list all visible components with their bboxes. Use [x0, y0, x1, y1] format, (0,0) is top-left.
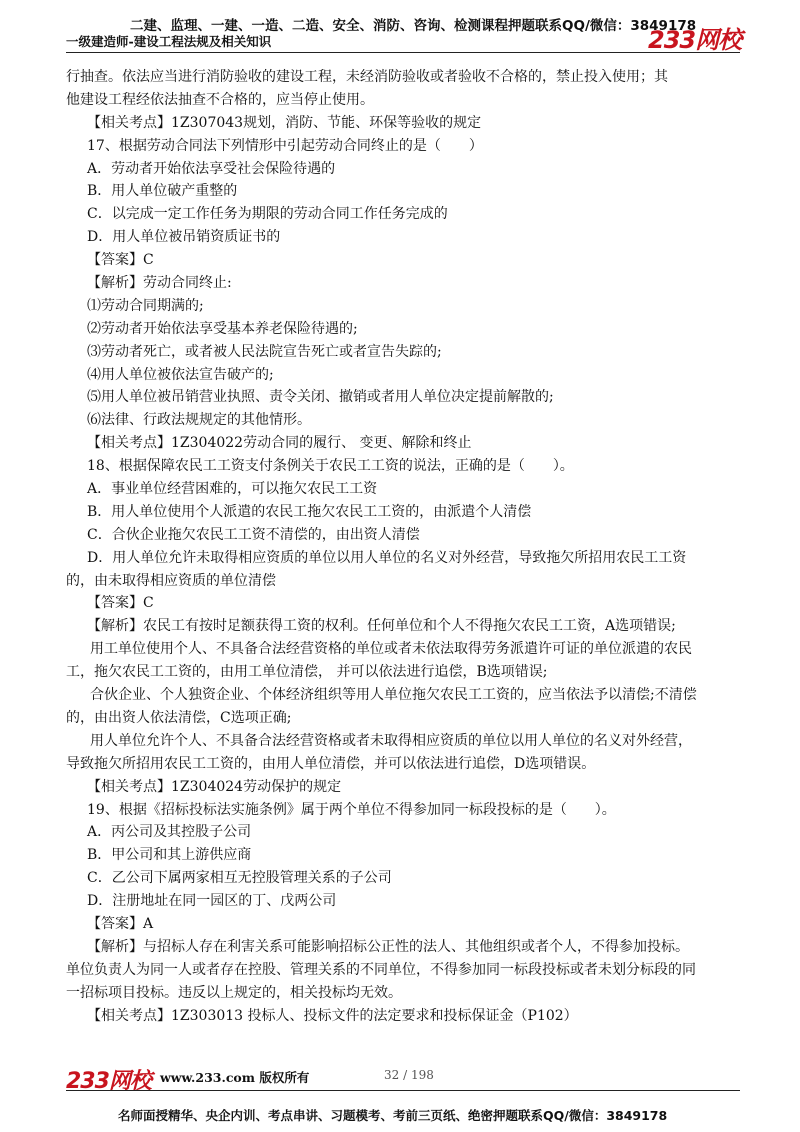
- page-footer: [0, 1050, 800, 1132]
- text-line: B．用人单位破产重整的: [87, 183, 238, 200]
- text-line: 用工单位使用个人、不具备合法经营资格的单位或者未依法取得劳务派遣许可证的单位派遣的农民: [90, 641, 692, 658]
- header-subject-title: 一级建造师-建设工程法规及相关知识: [66, 34, 272, 49]
- header-divider: [66, 52, 740, 53]
- text-line: 【相关考点】1Z304024劳动保护的规定: [87, 778, 342, 795]
- text-line: 的，由出资人依法清偿，C选项正确;: [66, 709, 292, 726]
- text-line: 合伙企业、个人独资企业、个体经济组织等用人单位拖欠农民工工资的，应当依法予以清偿;不清偿: [90, 687, 697, 704]
- text-line: 19、根据《招标投标法实施条例》属于两个单位不得参加同一标段投标的是（ ）。: [87, 801, 616, 818]
- text-line: ⑶劳动者死亡，或者被人民法院宣告死亡或者宣告失踪的;: [87, 343, 442, 360]
- text-line: ⑵劳动者开始依法享受基本养老保险待遇的;: [87, 320, 358, 337]
- text-line: C．乙公司下属两家相互无控股管理关系的子公司: [87, 870, 392, 887]
- footer-divider: [66, 1090, 740, 1091]
- text-line: 【解析】劳动合同终止:: [87, 275, 232, 292]
- text-line: 18、根据保障农民工工资支付条例关于农民工工资的说法，正确的是（ ）。: [87, 458, 574, 475]
- text-line: D．用人单位允许未取得相应资质的单位以用人单位的名义对外经营，导致拖欠所招用农民工工资: [87, 549, 687, 566]
- text-line: 的，由未取得相应资质的单位清偿: [66, 572, 276, 589]
- header-promo-text: 二建、监理、一建、一造、二造、安全、消防、咨询、检测课程押题联系QQ/微信：3849178: [130, 18, 697, 34]
- text-line: 【答案】C: [87, 595, 154, 612]
- text-line: 导致拖欠所招用农民工工资的，由用人单位清偿，并可以依法进行追偿，D选项错误。: [66, 755, 596, 772]
- text-line: 他建设工程经依法抽查不合格的，应当停止使用。: [66, 91, 374, 108]
- page-number: 32 / 198: [384, 1068, 434, 1082]
- text-line: ⑴劳动合同期满的;: [87, 297, 204, 314]
- text-line: 【解析】与招标人存在利害关系可能影响招标公正性的法人、其他组织或者个人，不得参加投标。: [87, 938, 689, 955]
- footer-copyright: www.233.com 版权所有: [160, 1070, 310, 1085]
- text-line: D．用人单位被吊销资质证书的: [87, 229, 281, 246]
- text-line: 【相关考点】1Z303013 投标人、投标文件的法定要求和投标保证金（P102）: [87, 1007, 578, 1024]
- text-line: C．合伙企业拖欠农民工工资不清偿的，由出资人清偿: [87, 526, 420, 543]
- text-line: 行抽查。依法应当进行消防验收的建设工程，未经消防验收或者验收不合格的，禁止投入使用；其: [66, 69, 668, 85]
- text-line: 用人单位允许个人、不具备合法经营资格或者未取得相应资质的单位以用人单位的名义对外经营，: [90, 732, 692, 749]
- text-line: ⑸用人单位被吊销营业执照、责令关闭、撤销或者用人单位决定提前解散的;: [87, 389, 554, 406]
- text-line: A．丙公司及其控股子公司: [87, 824, 252, 841]
- text-line: 一招标项目投标。违反以上规定的，相关投标均无效。: [66, 984, 402, 1001]
- document-body: [66, 66, 742, 1027]
- text-line: 【解析】农民工有按时足额获得工资的权利。任何单位和个人不得拖欠农民工工资，A选项错误;: [87, 618, 676, 635]
- text-line: ⑹法律、行政法规规定的其他情形。: [87, 412, 311, 429]
- text-line: 单位负责人为同一人或者存在控股、管理关系的不同单位，不得参加同一标段投标或者未划分标段的同: [66, 961, 696, 978]
- text-line: 工，拖欠农民工工资的，由用工单位清偿， 并可以依法进行追偿，B选项错误;: [66, 664, 548, 681]
- text-line: B．甲公司和其上游供应商: [87, 847, 252, 864]
- text-line: 【答案】A: [87, 915, 154, 932]
- text-line: A．劳动者开始依法享受社会保险待遇的: [87, 160, 336, 177]
- text-line: C．以完成一定工作任务为期限的劳动合同工作任务完成的: [87, 206, 448, 223]
- text-line: 【相关考点】1Z304022劳动合同的履行、 变更、解除和终止: [87, 435, 472, 452]
- text-line: D．注册地址在同一园区的丁、戊两公司: [87, 893, 337, 910]
- text-line: 【答案】C: [87, 252, 154, 269]
- text-line: A．事业单位经营困难的，可以拖欠农民工工资: [87, 481, 378, 498]
- footer-promo-text: 名师面授精华、央企内训、考点串讲、习题模考、考前三页纸、绝密押题联系QQ/微信：3849178: [118, 1108, 668, 1123]
- text-line: B．用人单位使用个人派遣的农民工拖欠农民工工资的，由派遣个人清偿: [87, 503, 532, 520]
- text-line: 17、根据劳动合同法下列情形中引起劳动合同终止的是（ ）: [87, 137, 483, 154]
- text-line: ⑷用人单位被依法宣告破产的;: [87, 366, 274, 383]
- footer-brand-logo: 233网校: [66, 1069, 151, 1094]
- text-line: 【相关考点】1Z307043规划，消防、节能、环保等验收的规定: [87, 114, 482, 131]
- brand-logo: 233网校: [648, 26, 742, 54]
- page-header: [0, 0, 800, 60]
